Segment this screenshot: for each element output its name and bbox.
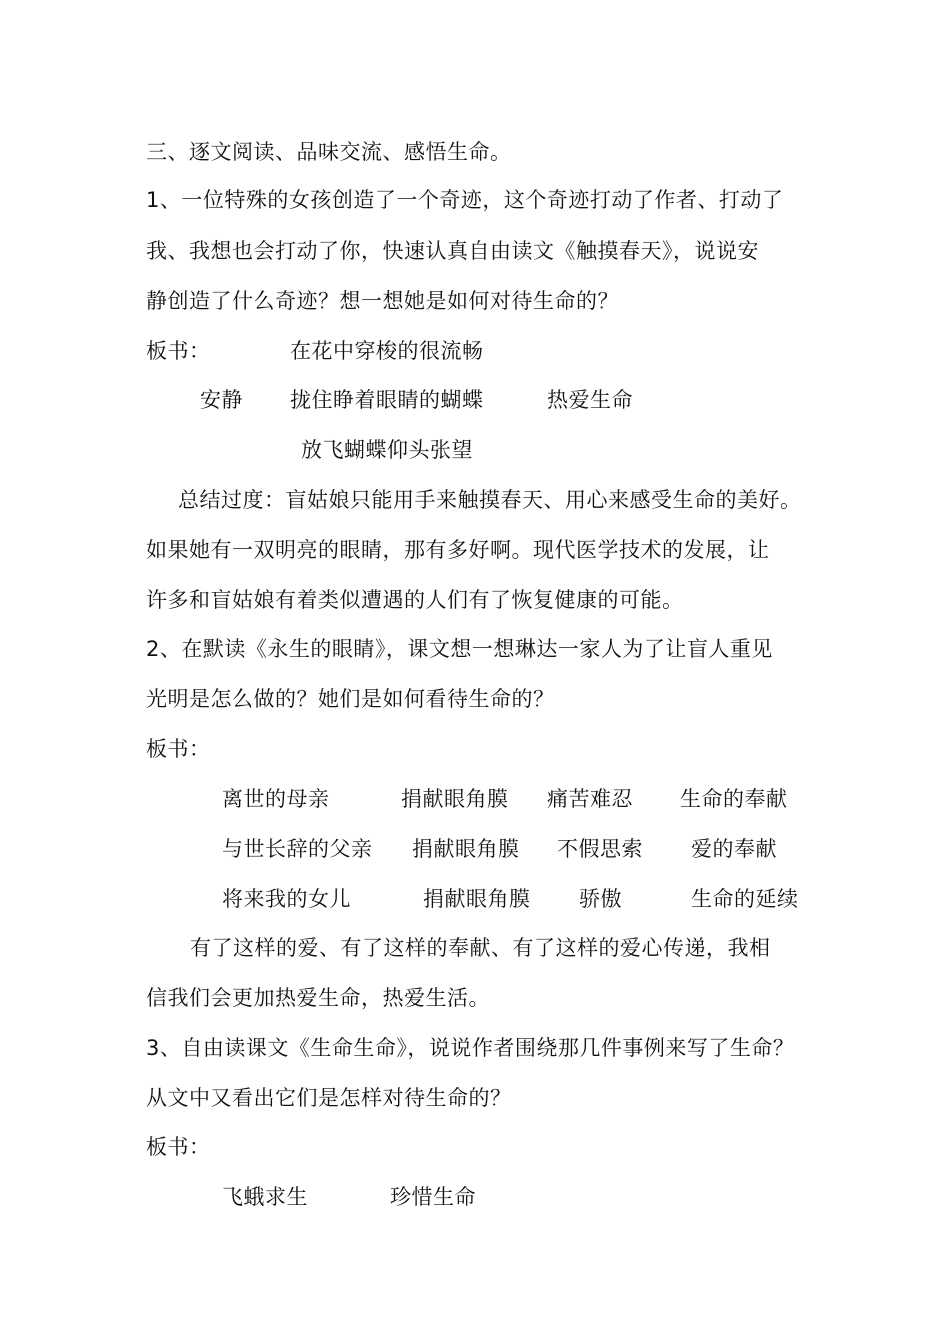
board2-row1-person: 离世的母亲 [222,787,330,811]
q3-line-2: 从文中又看出它们是怎样对待生命的？ [146,1086,512,1110]
summary1-line-1: 总结过度：盲姑娘只能用手来触摸春天、用心来感受生命的美好。 [178,488,802,512]
board1-item-mid: 拢住睁着眼睛的蝴蝶 [290,388,484,412]
summary2-line-2: 信我们会更加热爱生命，热爱生活。 [146,986,490,1010]
q3-line-1: 3、自由读课文《生命生命》，说说作者围绕那几件事例来写了生命？ [146,1036,795,1060]
summary1-line-3: 许多和盲姑娘有着类似遭遇的人们有了恢复健康的可能。 [146,588,684,612]
board2-row2-action: 捐献眼角膜 [412,837,520,861]
board2-row3-action: 捐献眼角膜 [423,887,531,911]
board2-row1-action: 捐献眼角膜 [401,787,509,811]
board3-label: 板书： [146,1135,211,1159]
q1-line-1: 1、一位特殊的女孩创造了一个奇迹，这个奇迹打动了作者、打动了 [146,188,784,212]
board1-item-top: 在花中穿梭的很流畅 [290,339,484,363]
board2-row2-feeling: 不假思索 [557,837,643,861]
q2-line-1: 2、在默读《永生的眼睛》，课文想一想琳达一家人为了让盲人重见 [146,637,773,661]
q2-line-2: 光明是怎么做的？她们是如何看待生命的？ [146,687,555,711]
board3-item: 飞蛾求生 [222,1185,308,1209]
board2-row1-meaning: 生命的奉献 [680,787,788,811]
board3-conclusion: 珍惜生命 [390,1185,476,1209]
board2-row2-person: 与世长辞的父亲 [222,837,373,861]
section-heading: 三、逐文阅读、品味交流、感悟生命。 [146,140,512,164]
board2-label: 板书： [146,737,211,761]
board1-item-bottom: 放飞蝴蝶仰头张望 [301,438,473,462]
q1-line-3: 静创造了什么奇迹？想一想她是如何对待生命的？ [146,289,619,313]
board1-subject: 安静 [200,388,243,412]
board1-conclusion: 热爱生命 [547,388,633,412]
summary1-line-2: 如果她有一双明亮的眼睛，那有多好啊。现代医学技术的发展，让 [146,538,770,562]
board2-row3-feeling: 骄傲 [579,887,622,911]
board2-row3-meaning: 生命的延续 [691,887,799,911]
summary2-line-1: 有了这样的爱、有了这样的奉献、有了这样的爱心传递，我相 [190,936,771,960]
board2-row1-feeling: 痛苦难忍 [547,787,633,811]
board2-row2-meaning: 爱的奉献 [691,837,777,861]
board2-row3-person: 将来我的女儿 [222,887,351,911]
board1-label: 板书： [146,339,211,363]
q1-line-2: 我、我想也会打动了你，快速认真自由读文《触摸春天》，说说安 [146,239,759,263]
